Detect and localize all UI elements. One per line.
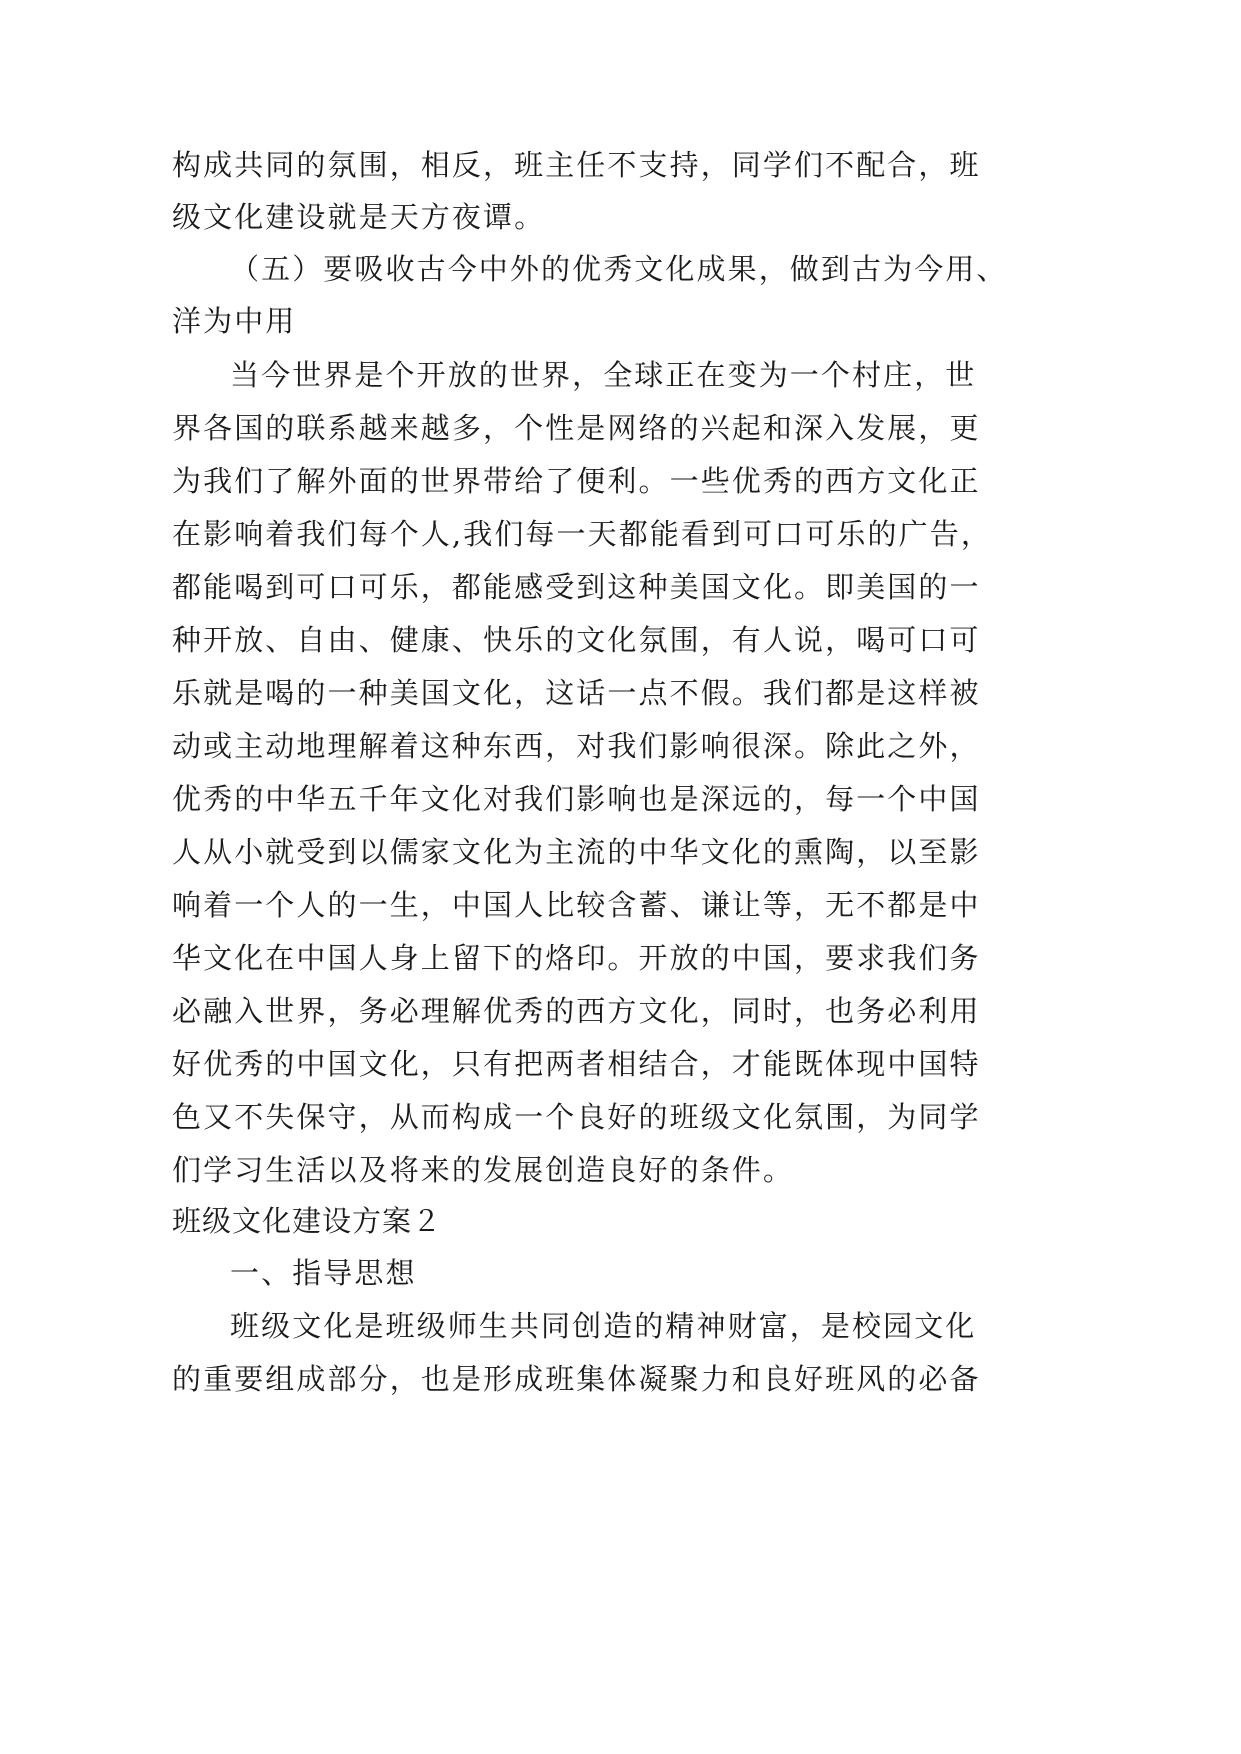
document-title: 班级文化建设方案２ <box>172 1204 443 1238</box>
text-line: 必融入世界，务必理解优秀的西方文化，同时，也务必利用 <box>172 994 981 1028</box>
text-line: 的重要组成部分，也是形成班集体凝聚力和良好班风的必备 <box>172 1362 981 1396</box>
text-line: 好优秀的中国文化，只有把两者相结合，才能既体现中国特 <box>172 1047 981 1081</box>
text-line: 色又不失保守，从而构成一个良好的班级文化氛围，为同学 <box>172 1100 981 1134</box>
text-line: 动或主动地理解着这种东西，对我们影响很深。除此之外， <box>172 729 981 763</box>
paragraph-start: 当今世界是个开放的世界，全球正在变为一个村庄，世 <box>230 358 977 392</box>
section-heading: 一、指导思想 <box>230 1256 417 1290</box>
text-line: 们学习生活以及将来的发展创造良好的条件。 <box>172 1153 795 1187</box>
text-line: 洋为中用 <box>172 304 297 338</box>
text-line: 级文化建设就是天方夜谭。 <box>172 200 546 234</box>
text-line: 都能喝到可口可乐，都能感受到这种美国文化。即美国的一 <box>172 570 981 604</box>
text-line: 华文化在中国人身上留下的烙印。开放的中国，要求我们务 <box>172 941 981 975</box>
text-line: 界各国的联系越来越多，个性是网络的兴起和深入发展，更 <box>172 411 981 445</box>
text-line: 优秀的中华五千年文化对我们影响也是深远的，每一个中国 <box>172 782 981 816</box>
text-line: 人从小就受到以儒家文化为主流的中华文化的熏陶，以至影 <box>172 835 981 869</box>
text-line: 在影响着我们每个人,我们每一天都能看到可口可乐的广告， <box>172 517 992 551</box>
text-line: 为我们了解外面的世界带给了便利。一些优秀的西方文化正 <box>172 464 981 498</box>
text-line: 响着一个人的一生，中国人比较含蓄、谦让等，无不都是中 <box>172 888 981 922</box>
section-heading: （五）要吸收古今中外的优秀文化成果，做到古为今用、 <box>230 252 1008 286</box>
text-line: 种开放、自由、健康、快乐的文化氛围，有人说，喝可口可 <box>172 623 981 657</box>
paragraph-start: 班级文化是班级师生共同创造的精神财富，是校园文化 <box>230 1309 977 1343</box>
text-line: 乐就是喝的一种美国文化，这话一点不假。我们都是这样被 <box>172 676 981 710</box>
text-line: 构成共同的氛围，相反，班主任不支持，同学们不配合，班 <box>172 148 981 182</box>
